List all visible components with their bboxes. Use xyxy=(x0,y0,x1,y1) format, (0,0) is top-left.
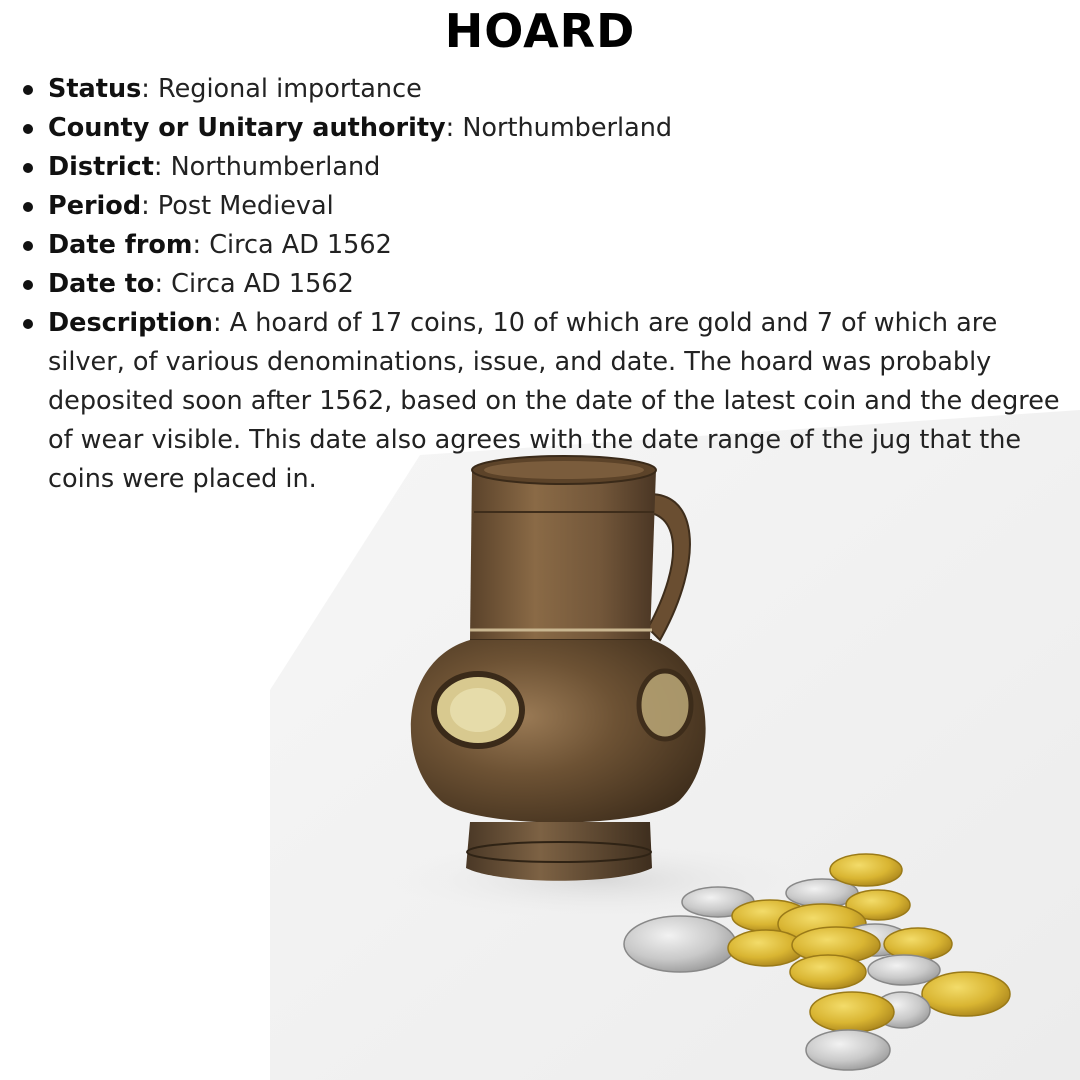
fact-label: Status xyxy=(48,74,142,104)
fact-label: District xyxy=(48,152,154,182)
fact-value: Circa AD 1562 xyxy=(209,230,392,260)
fact-value: Northumberland xyxy=(170,152,381,182)
fact-separator: : xyxy=(141,74,158,104)
fact-period xyxy=(48,187,1068,226)
fact-label: Period xyxy=(48,191,142,221)
fact-date-to xyxy=(48,265,1068,304)
fact-label: Date to xyxy=(48,269,155,299)
fact-district xyxy=(48,148,1068,187)
fact-label: County or Unitary authority xyxy=(48,113,446,143)
fact-value: Regional importance xyxy=(158,74,422,104)
fact-value: Circa AD 1562 xyxy=(171,269,354,299)
fact-description xyxy=(48,304,1068,499)
fact-value: Post Medieval xyxy=(157,191,334,221)
fact-separator: : xyxy=(445,113,463,143)
fact-county xyxy=(48,109,1068,148)
facts-list xyxy=(0,70,1068,499)
page-title: HOARD xyxy=(444,4,636,58)
fact-value: Northumberland xyxy=(462,113,673,143)
fact-separator: : xyxy=(141,191,158,221)
fact-separator: : xyxy=(212,308,230,338)
fact-label: Description xyxy=(48,308,213,338)
fact-label: Date from xyxy=(48,230,193,260)
fact-separator: : xyxy=(192,230,210,260)
fact-separator: : xyxy=(154,269,172,299)
fact-date-from xyxy=(48,226,1068,265)
fact-value: A hoard of 17 coins, 10 of which are gold and 7 of which are silver, of various denominations, issue, and date. The hoard was probably deposited soon after 1562, based on the date of the latest coin and the degree of wear visible. This date also agrees with the date range of the jug that the coins were placed in. xyxy=(48,308,1060,494)
fact-separator: : xyxy=(153,152,171,182)
fact-status xyxy=(48,70,1068,109)
